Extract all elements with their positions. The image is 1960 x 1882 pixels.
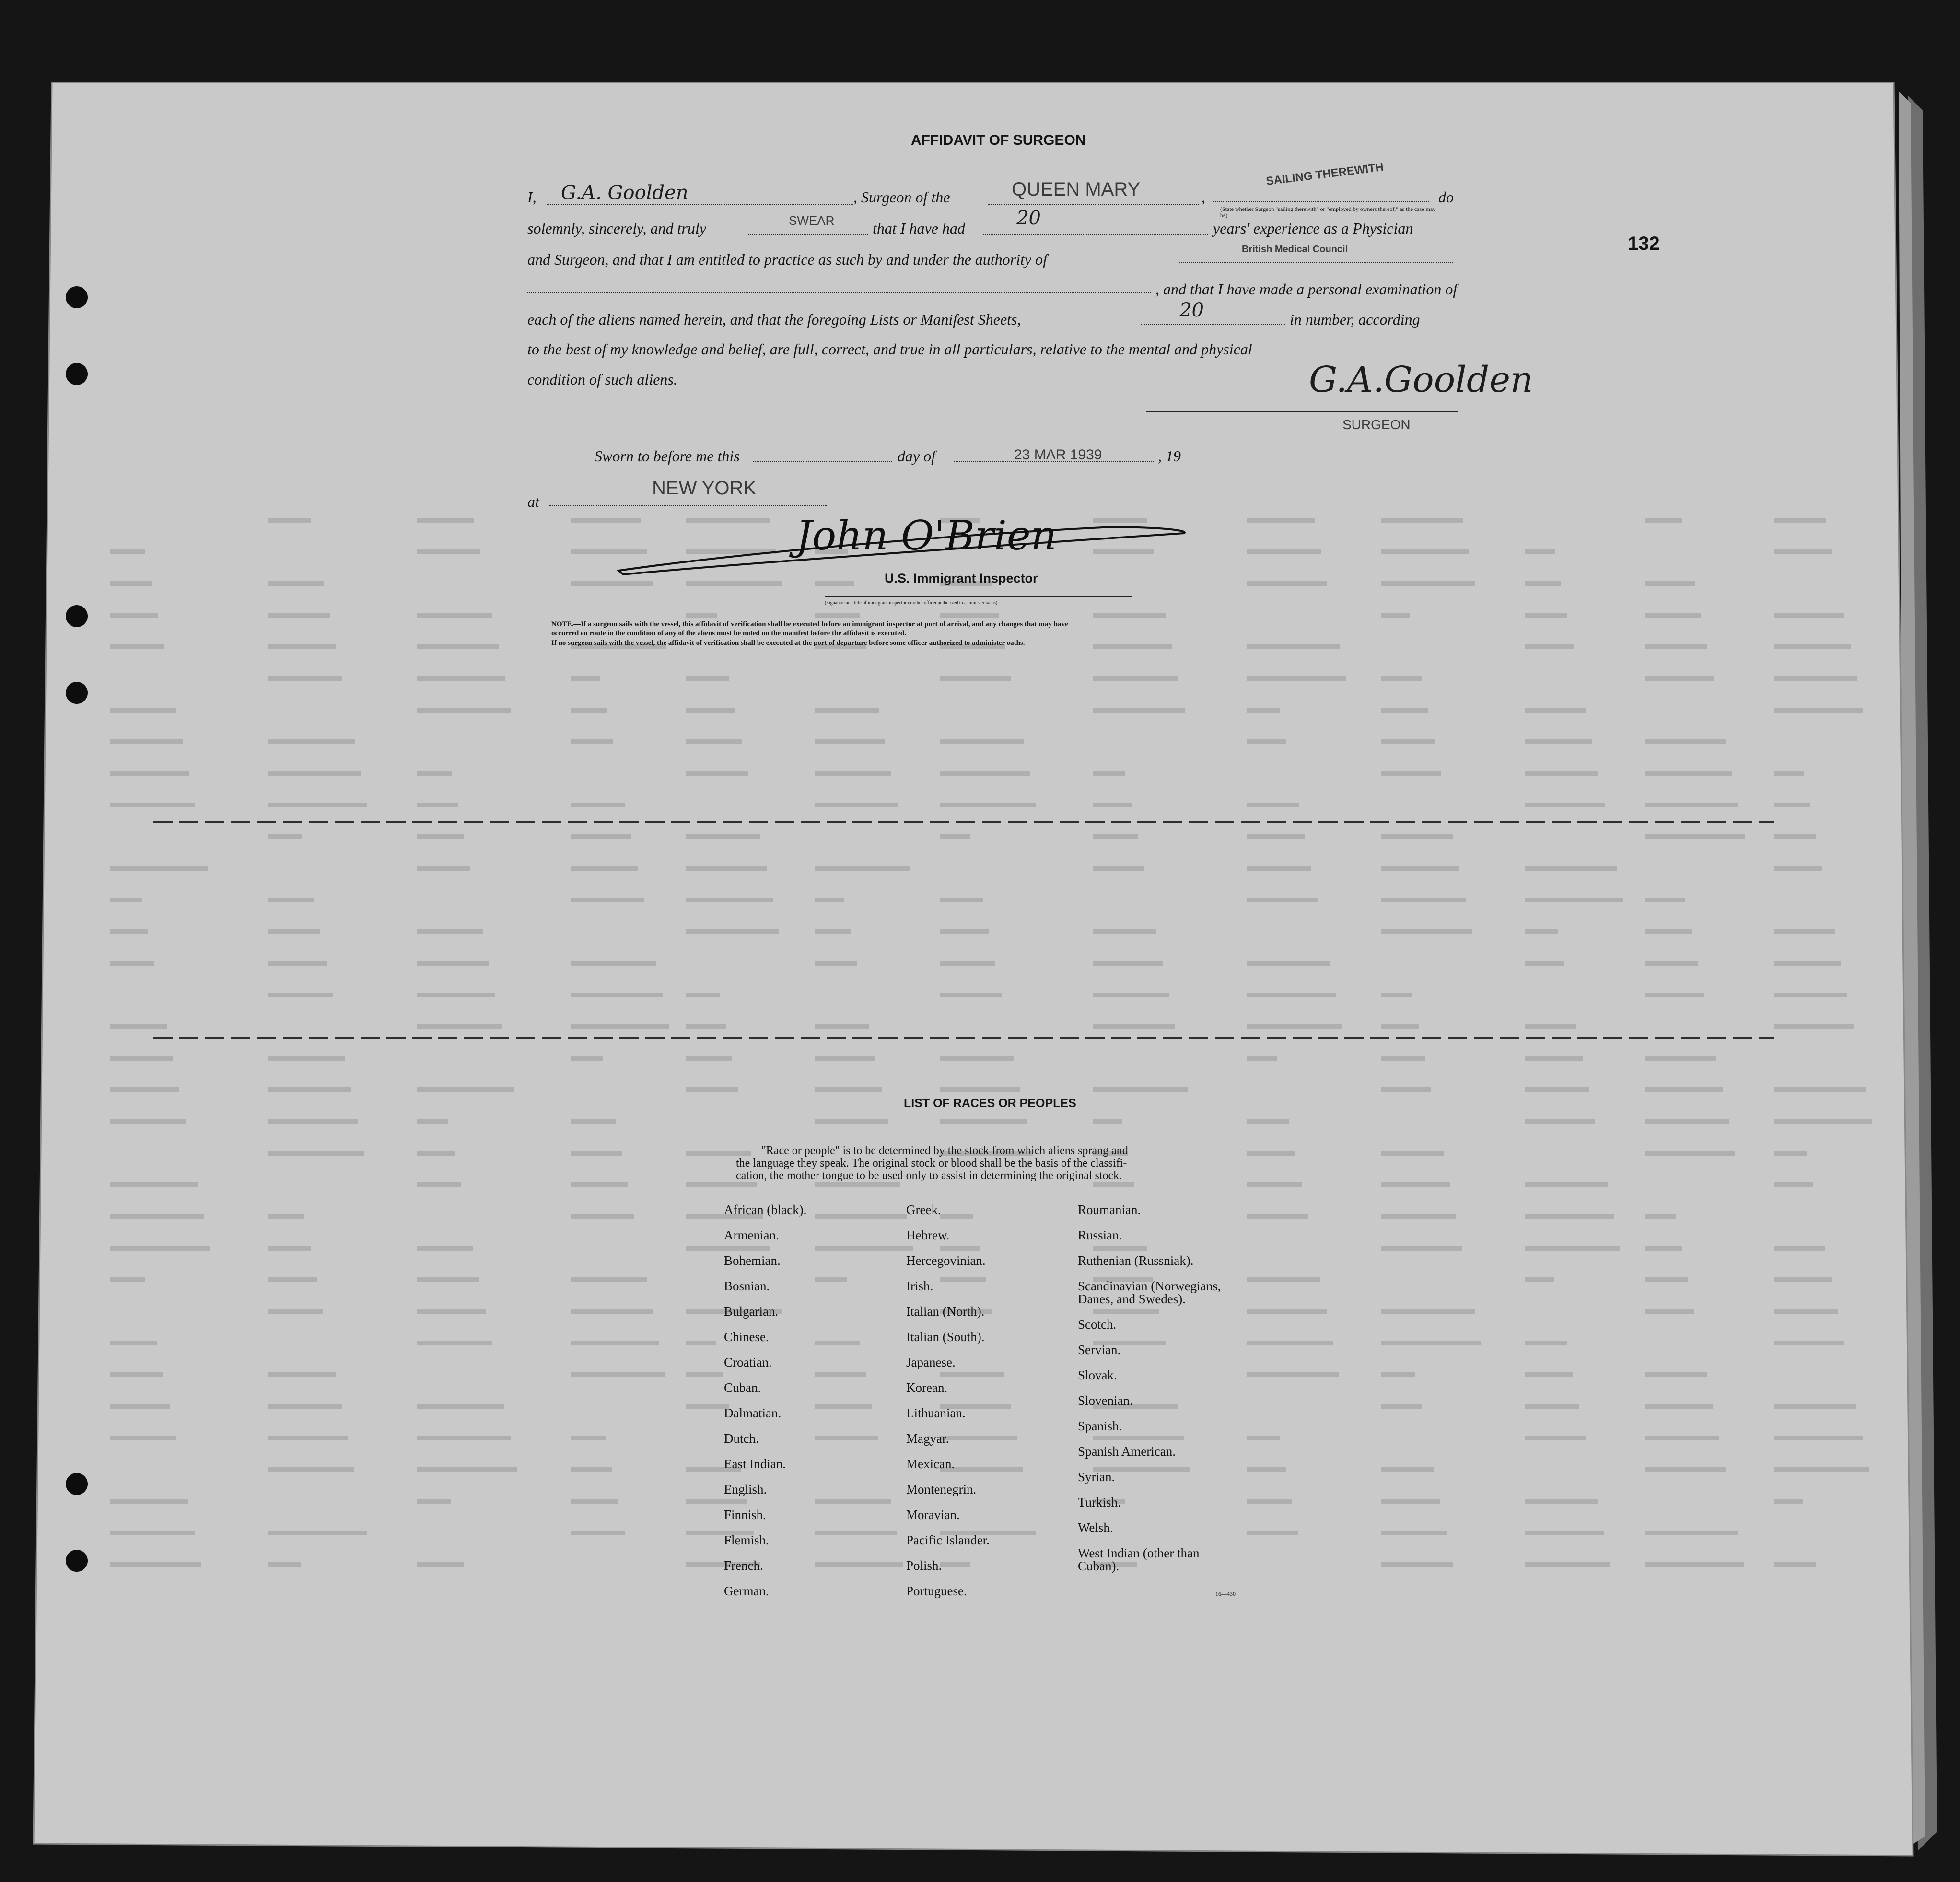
race-item: French. [724, 1558, 763, 1573]
affidavit-text: that I have had [873, 220, 965, 237]
affidavit-note: If no surgeon sails with the vessel, the affidavit of verification shall be executed at the port of departure before some officer authorized to administer oaths. [551, 639, 1025, 647]
race-item: Slovak. [1078, 1368, 1117, 1382]
races-intro-line: cation, the mother tongue to be used only to assist in determining the original stock. [736, 1169, 1122, 1182]
race-item: Welsh. [1078, 1520, 1113, 1535]
race-item: Polish. [906, 1558, 942, 1573]
race-item: German. [724, 1584, 769, 1598]
races-title: LIST OF RACES OR PEOPLES [904, 1097, 1076, 1110]
inspector-signature: John O'Brien [796, 512, 1057, 559]
page-number: 132 [1628, 233, 1660, 254]
surgeon-signature: G.A.Goolden [1309, 359, 1533, 400]
affidavit-text: condition of such aliens. [527, 371, 677, 388]
race-item: Scandinavian (Norwegians, [1078, 1279, 1221, 1293]
race-item: Moravian. [906, 1508, 960, 1522]
race-item: Roumanian. [1078, 1203, 1141, 1217]
affidavit-text: , and that I have made a personal examination of [1155, 281, 1458, 298]
affidavit-text: Sworn to before me this [595, 447, 740, 465]
race-item: Portuguese. [906, 1584, 967, 1598]
manifest-sheet-count: 20 [1179, 299, 1204, 321]
race-item: English. [724, 1482, 767, 1496]
inspector-title: U.S. Immigrant Inspector [885, 571, 1038, 585]
race-item: Lithuanian. [906, 1406, 966, 1420]
race-item: Pacific Islander. [906, 1533, 990, 1547]
licensing-authority: British Medical Council [1242, 244, 1348, 255]
race-item: Irish. [906, 1279, 933, 1293]
affidavit-note: occurred en route in the condition of any of the aliens must be noted on the manifest before the affidavit is executed. [551, 630, 906, 637]
affidavit-text: solemnly, sincerely, and truly [527, 220, 706, 237]
race-item: Italian (South). [906, 1330, 985, 1344]
affidavit-text: each of the aliens named herein, and that the foregoing Lists or Manifest Sheets, [527, 311, 1021, 328]
race-item: Armenian. [724, 1228, 779, 1242]
affidavit-text: , 19 [1158, 447, 1181, 465]
race-item: Magyar. [906, 1431, 949, 1446]
race-item: Syrian. [1078, 1470, 1115, 1484]
sworn-date: 23 MAR 1939 [1014, 447, 1102, 463]
affidavit-title: AFFIDAVIT OF SURGEON [911, 132, 1086, 148]
race-item: African (black). [724, 1203, 807, 1217]
race-item: Servian. [1078, 1343, 1121, 1357]
years-experience: 20 [1016, 207, 1041, 229]
races-intro-line: "Race or people" is to be determined by the stock from which aliens sprang and [761, 1145, 1128, 1157]
race-item: Danes, and Swedes). [1078, 1292, 1186, 1306]
sworn-place: NEW YORK [652, 478, 757, 499]
surgeon-label: SURGEON [1342, 417, 1411, 432]
race-item: Spanish American. [1078, 1444, 1176, 1459]
race-item: Bulgarian. [724, 1304, 779, 1319]
race-item: Flemish. [724, 1533, 769, 1547]
race-item: Turkish. [1078, 1495, 1121, 1509]
race-item: Greek. [906, 1203, 941, 1217]
race-item: Scotch. [1078, 1317, 1117, 1332]
form-code: 16—430 [1215, 1590, 1236, 1597]
race-item: Spanish. [1078, 1419, 1122, 1433]
race-item: Bosnian. [724, 1279, 770, 1293]
race-item: West Indian (other than [1078, 1546, 1200, 1560]
race-item: Korean. [906, 1380, 948, 1395]
race-item: Ruthenian (Russniak). [1078, 1253, 1194, 1268]
race-item: Croatian. [724, 1355, 772, 1369]
race-item: Hercegovinian. [906, 1253, 986, 1268]
affidavit-text: do [1438, 188, 1454, 206]
race-item: Slovenian. [1078, 1393, 1133, 1408]
affidavit-text: to the best of my knowledge and belief, are full, correct, and true in all particulars, relative to the mental and physical [527, 340, 1252, 358]
affidavit-note: NOTE.—If a surgeon sails with the vessel, this affidavit of verification shall be executed before an immigrant inspector at port of arrival, and any changes that may have [551, 620, 1068, 628]
race-item: Hebrew. [906, 1228, 950, 1242]
race-item: East Indian. [724, 1457, 786, 1471]
ship-name: QUEEN MARY [1012, 179, 1141, 200]
oath-type: SWEAR [789, 213, 835, 228]
race-item: Chinese. [724, 1330, 769, 1344]
affidavit-text: I, [527, 188, 537, 206]
race-item: Mexican. [906, 1457, 955, 1471]
affidavit-text: years' experience as a Physician [1213, 220, 1413, 237]
race-item: Cuban. [724, 1380, 761, 1395]
affidavit-text: day of [898, 447, 936, 465]
race-item: Finnish. [724, 1508, 766, 1522]
sailing-stamp: SAILING THEREWITH [1265, 161, 1385, 188]
race-item: Italian (North). [906, 1304, 985, 1319]
races-intro-line: the language they speak. The original stock or blood shall be the basis of the classifi- [736, 1157, 1127, 1169]
affidavit-text: , Surgeon of the [853, 188, 950, 206]
affidavit-text: at [527, 493, 539, 510]
race-item: Bohemian. [724, 1253, 781, 1268]
affidavit-text: and Surgeon, and that I am entitled to practice as such by and under the authority of [527, 251, 1047, 268]
inspector-title-note: (Signature and title of immigrant inspector or other officer authorized to administer oaths) [825, 600, 998, 606]
race-item: Montenegrin. [906, 1482, 977, 1496]
affidavit-text: in number, according [1290, 311, 1420, 328]
race-item: Dalmatian. [724, 1406, 782, 1420]
race-item: Cuban). [1078, 1559, 1120, 1573]
surgeon-status-note: (State whether Surgeon "sailing therewith" or "employed by owners thereof," as the case may be) [1220, 206, 1436, 219]
race-item: Dutch. [724, 1431, 759, 1446]
surgeon-name: G.A. Goolden [561, 182, 688, 204]
race-item: Russian. [1078, 1228, 1122, 1242]
affidavit-text: , [1202, 188, 1205, 206]
race-item: Japanese. [906, 1355, 956, 1369]
